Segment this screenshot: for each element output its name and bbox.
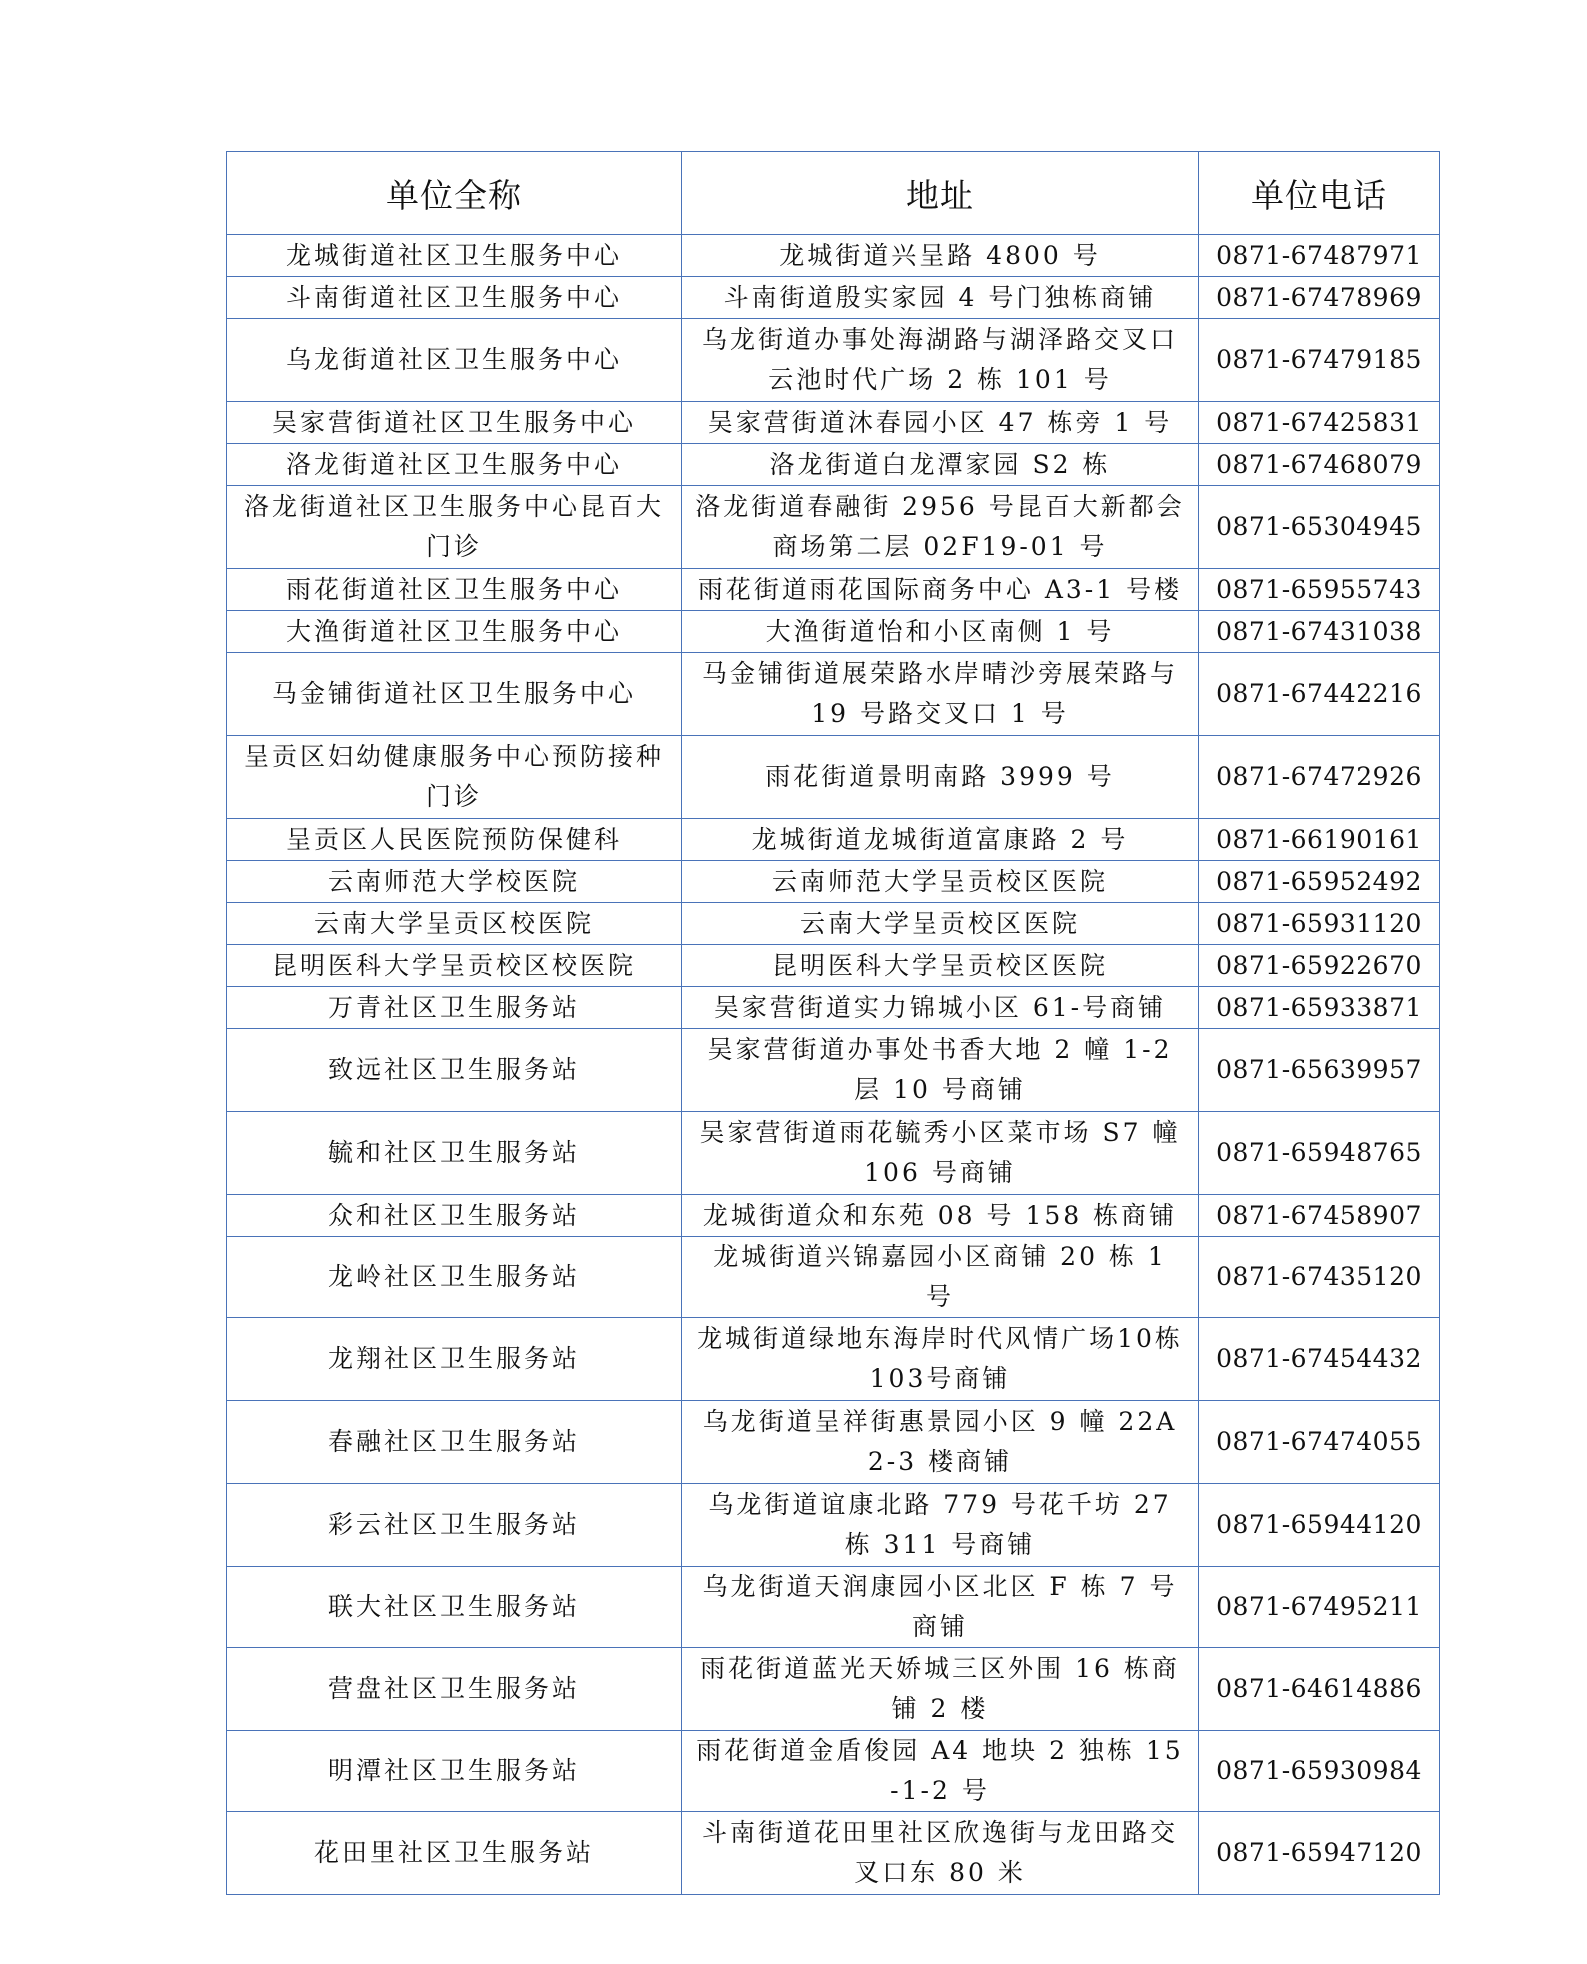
cell-unit-name: 大渔街道社区卫生服务中心 <box>227 611 682 653</box>
cell-address: 龙城街道兴锦嘉园小区商铺 20 栋 1 号 <box>682 1237 1199 1318</box>
cell-phone: 0871-65944120 <box>1199 1484 1440 1567</box>
cell-address: 乌龙街道办事处海湖路与湖泽路交叉口云池时代广场 2 栋 101 号 <box>682 319 1199 402</box>
cell-phone: 0871-67431038 <box>1199 611 1440 653</box>
cell-unit-name: 乌龙街道社区卫生服务中心 <box>227 319 682 402</box>
table-row <box>227 402 1440 444</box>
table-row <box>227 736 1440 819</box>
table-row <box>227 1112 1440 1195</box>
table-row <box>227 1567 1440 1648</box>
cell-address: 斗南街道花田里社区欣逸街与龙田路交叉口东 80 米 <box>682 1812 1199 1895</box>
cell-address: 雨花街道金盾俊园 A4 地块 2 独栋 15-1-2 号 <box>682 1731 1199 1812</box>
table-row <box>227 611 1440 653</box>
cell-phone: 0871-65931120 <box>1199 903 1440 945</box>
cell-address: 乌龙街道谊康北路 779 号花千坊 27 栋 311 号商铺 <box>682 1484 1199 1567</box>
cell-address: 云南大学呈贡校区医院 <box>682 903 1199 945</box>
cell-unit-name: 毓和社区卫生服务站 <box>227 1112 682 1195</box>
cell-phone: 0871-67472926 <box>1199 736 1440 819</box>
cell-phone: 0871-67454432 <box>1199 1318 1440 1401</box>
cell-address: 吴家营街道沐春园小区 47 栋旁 1 号 <box>682 402 1199 444</box>
header-address: 地址 <box>682 152 1199 235</box>
table-row <box>227 1195 1440 1237</box>
cell-unit-name: 龙翔社区卫生服务站 <box>227 1318 682 1401</box>
cell-unit-name: 龙城街道社区卫生服务中心 <box>227 235 682 277</box>
table-row <box>227 1029 1440 1112</box>
cell-address: 龙城街道绿地东海岸时代风情广场10栋103号商铺 <box>682 1318 1199 1401</box>
cell-address: 马金铺街道展荣路水岸晴沙旁展荣路与 19 号路交叉口 1 号 <box>682 653 1199 736</box>
cell-address: 雨花街道雨花国际商务中心 A3-1 号楼 <box>682 569 1199 611</box>
cell-unit-name: 明潭社区卫生服务站 <box>227 1731 682 1812</box>
cell-phone: 0871-67442216 <box>1199 653 1440 736</box>
cell-phone: 0871-65933871 <box>1199 987 1440 1029</box>
cell-phone: 0871-65955743 <box>1199 569 1440 611</box>
cell-unit-name: 洛龙街道社区卫生服务中心 <box>227 444 682 486</box>
table-row <box>227 1401 1440 1484</box>
cell-phone: 0871-67435120 <box>1199 1237 1440 1318</box>
header-phone: 单位电话 <box>1199 152 1440 235</box>
table-row <box>227 486 1440 569</box>
cell-unit-name: 众和社区卫生服务站 <box>227 1195 682 1237</box>
cell-unit-name: 斗南街道社区卫生服务中心 <box>227 277 682 319</box>
cell-unit-name: 云南师范大学校医院 <box>227 861 682 903</box>
cell-address: 吴家营街道雨花毓秀小区菜市场 S7 幢 106 号商铺 <box>682 1112 1199 1195</box>
cell-phone: 0871-65922670 <box>1199 945 1440 987</box>
cell-unit-name: 万青社区卫生服务站 <box>227 987 682 1029</box>
table-row <box>227 1237 1440 1318</box>
cell-address: 龙城街道兴呈路 4800 号 <box>682 235 1199 277</box>
table-row <box>227 1648 1440 1731</box>
cell-phone: 0871-65952492 <box>1199 861 1440 903</box>
cell-address: 吴家营街道实力锦城小区 61-号商铺 <box>682 987 1199 1029</box>
cell-unit-name: 春融社区卫生服务站 <box>227 1401 682 1484</box>
cell-phone: 0871-67458907 <box>1199 1195 1440 1237</box>
cell-unit-name: 致远社区卫生服务站 <box>227 1029 682 1112</box>
cell-unit-name: 洛龙街道社区卫生服务中心昆百大门诊 <box>227 486 682 569</box>
cell-unit-name: 云南大学呈贡区校医院 <box>227 903 682 945</box>
header-unit-name: 单位全称 <box>227 152 682 235</box>
cell-unit-name: 花田里社区卫生服务站 <box>227 1812 682 1895</box>
cell-unit-name: 雨花街道社区卫生服务中心 <box>227 569 682 611</box>
table-row <box>227 569 1440 611</box>
cell-phone: 0871-67425831 <box>1199 402 1440 444</box>
cell-phone: 0871-67478969 <box>1199 277 1440 319</box>
table-row <box>227 861 1440 903</box>
table-row <box>227 819 1440 861</box>
table-row <box>227 1812 1440 1895</box>
table-row <box>227 277 1440 319</box>
cell-unit-name: 联大社区卫生服务站 <box>227 1567 682 1648</box>
cell-address: 乌龙街道呈祥街惠景园小区 9 幢 22A2-3 楼商铺 <box>682 1401 1199 1484</box>
cell-unit-name: 呈贡区妇幼健康服务中心预防接种门诊 <box>227 736 682 819</box>
cell-phone: 0871-65930984 <box>1199 1731 1440 1812</box>
cell-address: 雨花街道景明南路 3999 号 <box>682 736 1199 819</box>
cell-phone: 0871-65639957 <box>1199 1029 1440 1112</box>
table-row <box>227 987 1440 1029</box>
cell-phone: 0871-65304945 <box>1199 486 1440 569</box>
table-row <box>227 653 1440 736</box>
table-row <box>227 235 1440 277</box>
cell-address: 洛龙街道春融街 2956 号昆百大新都会商场第二层 02F19-01 号 <box>682 486 1199 569</box>
cell-phone: 0871-67468079 <box>1199 444 1440 486</box>
cell-address: 云南师范大学呈贡校区医院 <box>682 861 1199 903</box>
cell-address: 吴家营街道办事处书香大地 2 幢 1-2 层 10 号商铺 <box>682 1029 1199 1112</box>
table-row <box>227 1731 1440 1812</box>
cell-address: 乌龙街道天润康园小区北区 F 栋 7 号商铺 <box>682 1567 1199 1648</box>
cell-unit-name: 吴家营街道社区卫生服务中心 <box>227 402 682 444</box>
cell-address: 雨花街道蓝光天娇城三区外围 16 栋商铺 2 楼 <box>682 1648 1199 1731</box>
cell-address: 大渔街道怡和小区南侧 1 号 <box>682 611 1199 653</box>
table-row <box>227 903 1440 945</box>
table-row <box>227 319 1440 402</box>
table-row <box>227 444 1440 486</box>
cell-phone: 0871-67479185 <box>1199 319 1440 402</box>
cell-unit-name: 马金铺街道社区卫生服务中心 <box>227 653 682 736</box>
cell-phone: 0871-64614886 <box>1199 1648 1440 1731</box>
table-row <box>227 945 1440 987</box>
cell-address: 洛龙街道白龙潭家园 S2 栋 <box>682 444 1199 486</box>
cell-address: 斗南街道殷实家园 4 号门独栋商铺 <box>682 277 1199 319</box>
cell-address: 龙城街道众和东苑 08 号 158 栋商铺 <box>682 1195 1199 1237</box>
cell-unit-name: 营盘社区卫生服务站 <box>227 1648 682 1731</box>
cell-address: 昆明医科大学呈贡校区医院 <box>682 945 1199 987</box>
table-row <box>227 1484 1440 1567</box>
table-header-row <box>227 152 1440 235</box>
cell-address: 龙城街道龙城街道富康路 2 号 <box>682 819 1199 861</box>
cell-unit-name: 龙岭社区卫生服务站 <box>227 1237 682 1318</box>
cell-unit-name: 彩云社区卫生服务站 <box>227 1484 682 1567</box>
cell-phone: 0871-67474055 <box>1199 1401 1440 1484</box>
cell-phone: 0871-67487971 <box>1199 235 1440 277</box>
cell-phone: 0871-66190161 <box>1199 819 1440 861</box>
table-row <box>227 1318 1440 1401</box>
cell-phone: 0871-65947120 <box>1199 1812 1440 1895</box>
cell-phone: 0871-67495211 <box>1199 1567 1440 1648</box>
cell-phone: 0871-65948765 <box>1199 1112 1440 1195</box>
health-units-table <box>226 151 1440 1895</box>
cell-unit-name: 呈贡区人民医院预防保健科 <box>227 819 682 861</box>
cell-unit-name: 昆明医科大学呈贡校区校医院 <box>227 945 682 987</box>
